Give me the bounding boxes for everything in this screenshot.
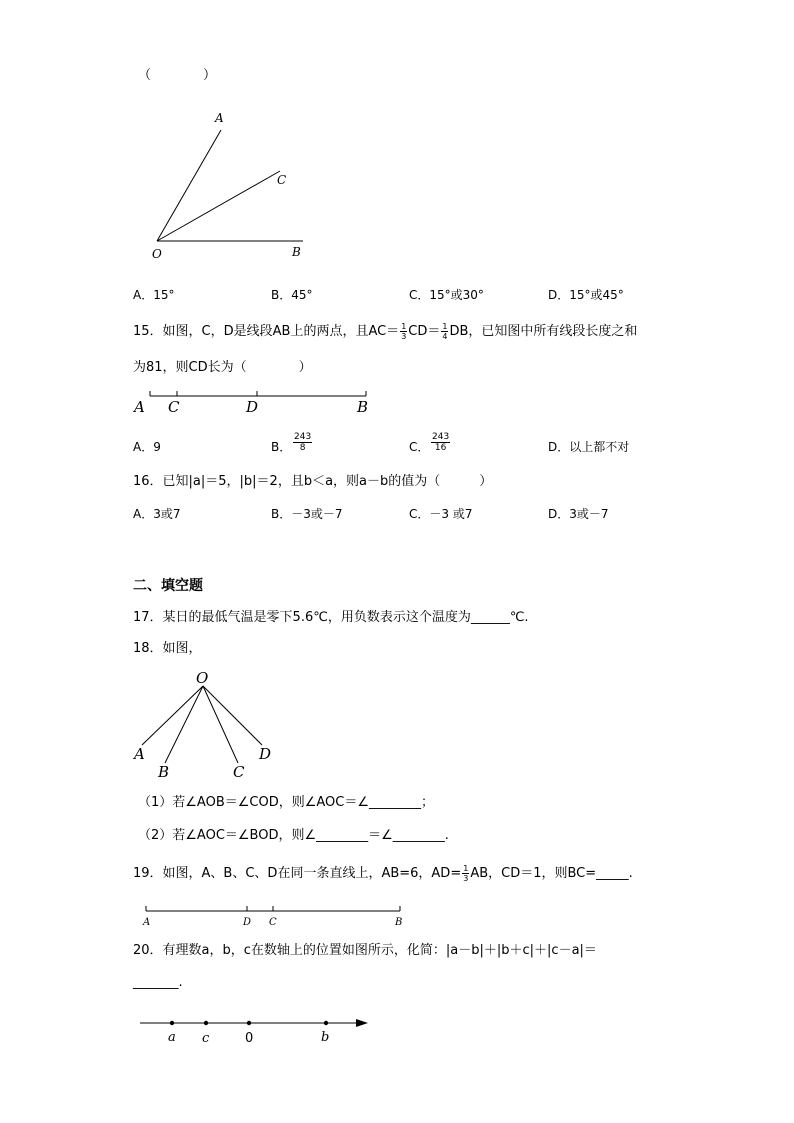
q18-label-C: C [233, 763, 245, 781]
q16-option-a[interactable]: A．3或7 [133, 507, 181, 521]
q15-label-D: D [246, 398, 259, 416]
q18-label-B: B [158, 763, 170, 781]
q19-label-C: C [269, 917, 277, 928]
q17-stem: 17．某日的最低气温是零下5.6℃，用负数表示这个温度为______℃. [133, 610, 529, 625]
q14-label-A: A [215, 111, 224, 125]
q14-option-a[interactable]: A．15° [133, 288, 175, 302]
q15-label-B: B [357, 398, 369, 416]
q18-label-A: A [134, 745, 145, 763]
q14-option-d[interactable]: D．15°或45° [548, 288, 624, 302]
q15-option-c[interactable]: C． [409, 440, 430, 454]
q15-option-a[interactable]: A．9 [133, 440, 161, 454]
q15-option-b-fraction: 243 8 [294, 432, 312, 453]
q20-label-a: a [168, 1030, 176, 1045]
q15-option-d[interactable]: D．以上都不对 [548, 440, 630, 454]
section-title-fill-in: 二、填空题 [133, 578, 203, 594]
q19-label-A: A [143, 917, 151, 928]
q20-stem: 20．有理数a，b，c在数轴上的位置如图所示，化简：|a－b|＋|b＋c|＋|c－a|＝ [133, 943, 597, 958]
q18-label-D: D [259, 745, 272, 763]
q16-stem: 16．已知|a|＝5，|b|＝2，且b＜a，则a－b的值为（ ） [133, 474, 493, 489]
q18-stem: 18．如图， [133, 641, 202, 656]
q15-fraction-1: $\frac{1}{3}$ [401, 322, 407, 341]
q20-answer-blank: _______. [133, 975, 183, 990]
q15-option-c-fraction: 243 16 [432, 432, 450, 453]
q18-sub1: （1）若∠AOB＝∠COD，则∠AOC＝∠________； [138, 795, 434, 810]
q19-label-B: B [395, 917, 403, 928]
q15-stem-line2: 为81，则CD长为（ ） [133, 360, 312, 375]
q15-label-A: A [134, 398, 145, 416]
q14-option-c[interactable]: C．15°或30° [409, 288, 484, 302]
q19-fraction: $\frac{1}{3}$ [463, 864, 469, 883]
point-b [324, 1021, 328, 1025]
q16-option-b[interactable]: B．－3或－7 [271, 507, 343, 521]
q16-option-d[interactable]: D．3或－7 [548, 507, 609, 521]
q15-option-b[interactable]: B． [271, 440, 292, 454]
q14-label-O: O [152, 247, 162, 261]
q14-label-C: C [277, 173, 287, 187]
q15-label-C: C [168, 398, 180, 416]
q19-stem: 19．如图，A、B、C、D在同一条直线上，AB=6，AD= $\frac{1}{3}$ AB，CD＝1，则BC=_____. [133, 864, 633, 883]
q20-label-zero: 0 [245, 1031, 254, 1046]
q14-option-b[interactable]: B．45° [271, 288, 313, 302]
point-zero [247, 1021, 251, 1025]
q18-label-O: O [196, 669, 209, 687]
q20-label-b: b [321, 1030, 330, 1045]
number-line-arrow [356, 1019, 368, 1027]
q19-label-D: D [243, 917, 252, 928]
q14-answer-bracket: （ ） [138, 68, 217, 83]
point-c [204, 1021, 208, 1025]
q16-option-c[interactable]: C．－3 或7 [409, 507, 473, 521]
point-a [170, 1021, 174, 1025]
q15-fraction-2: $\frac{1}{4}$ [442, 322, 448, 341]
q15-stem-line1: 15．如图，C，D是线段AB上的两点，且AC＝ $\frac{1}{3}$ CD＝ $\frac{1}{4}$ DB，已知图中所有线段长度之和 [133, 322, 638, 341]
q18-sub2: （2）若∠AOC＝∠BOD，则∠________＝∠________. [138, 828, 449, 843]
q14-label-B: B [292, 245, 301, 259]
q20-label-c: c [202, 1031, 210, 1046]
